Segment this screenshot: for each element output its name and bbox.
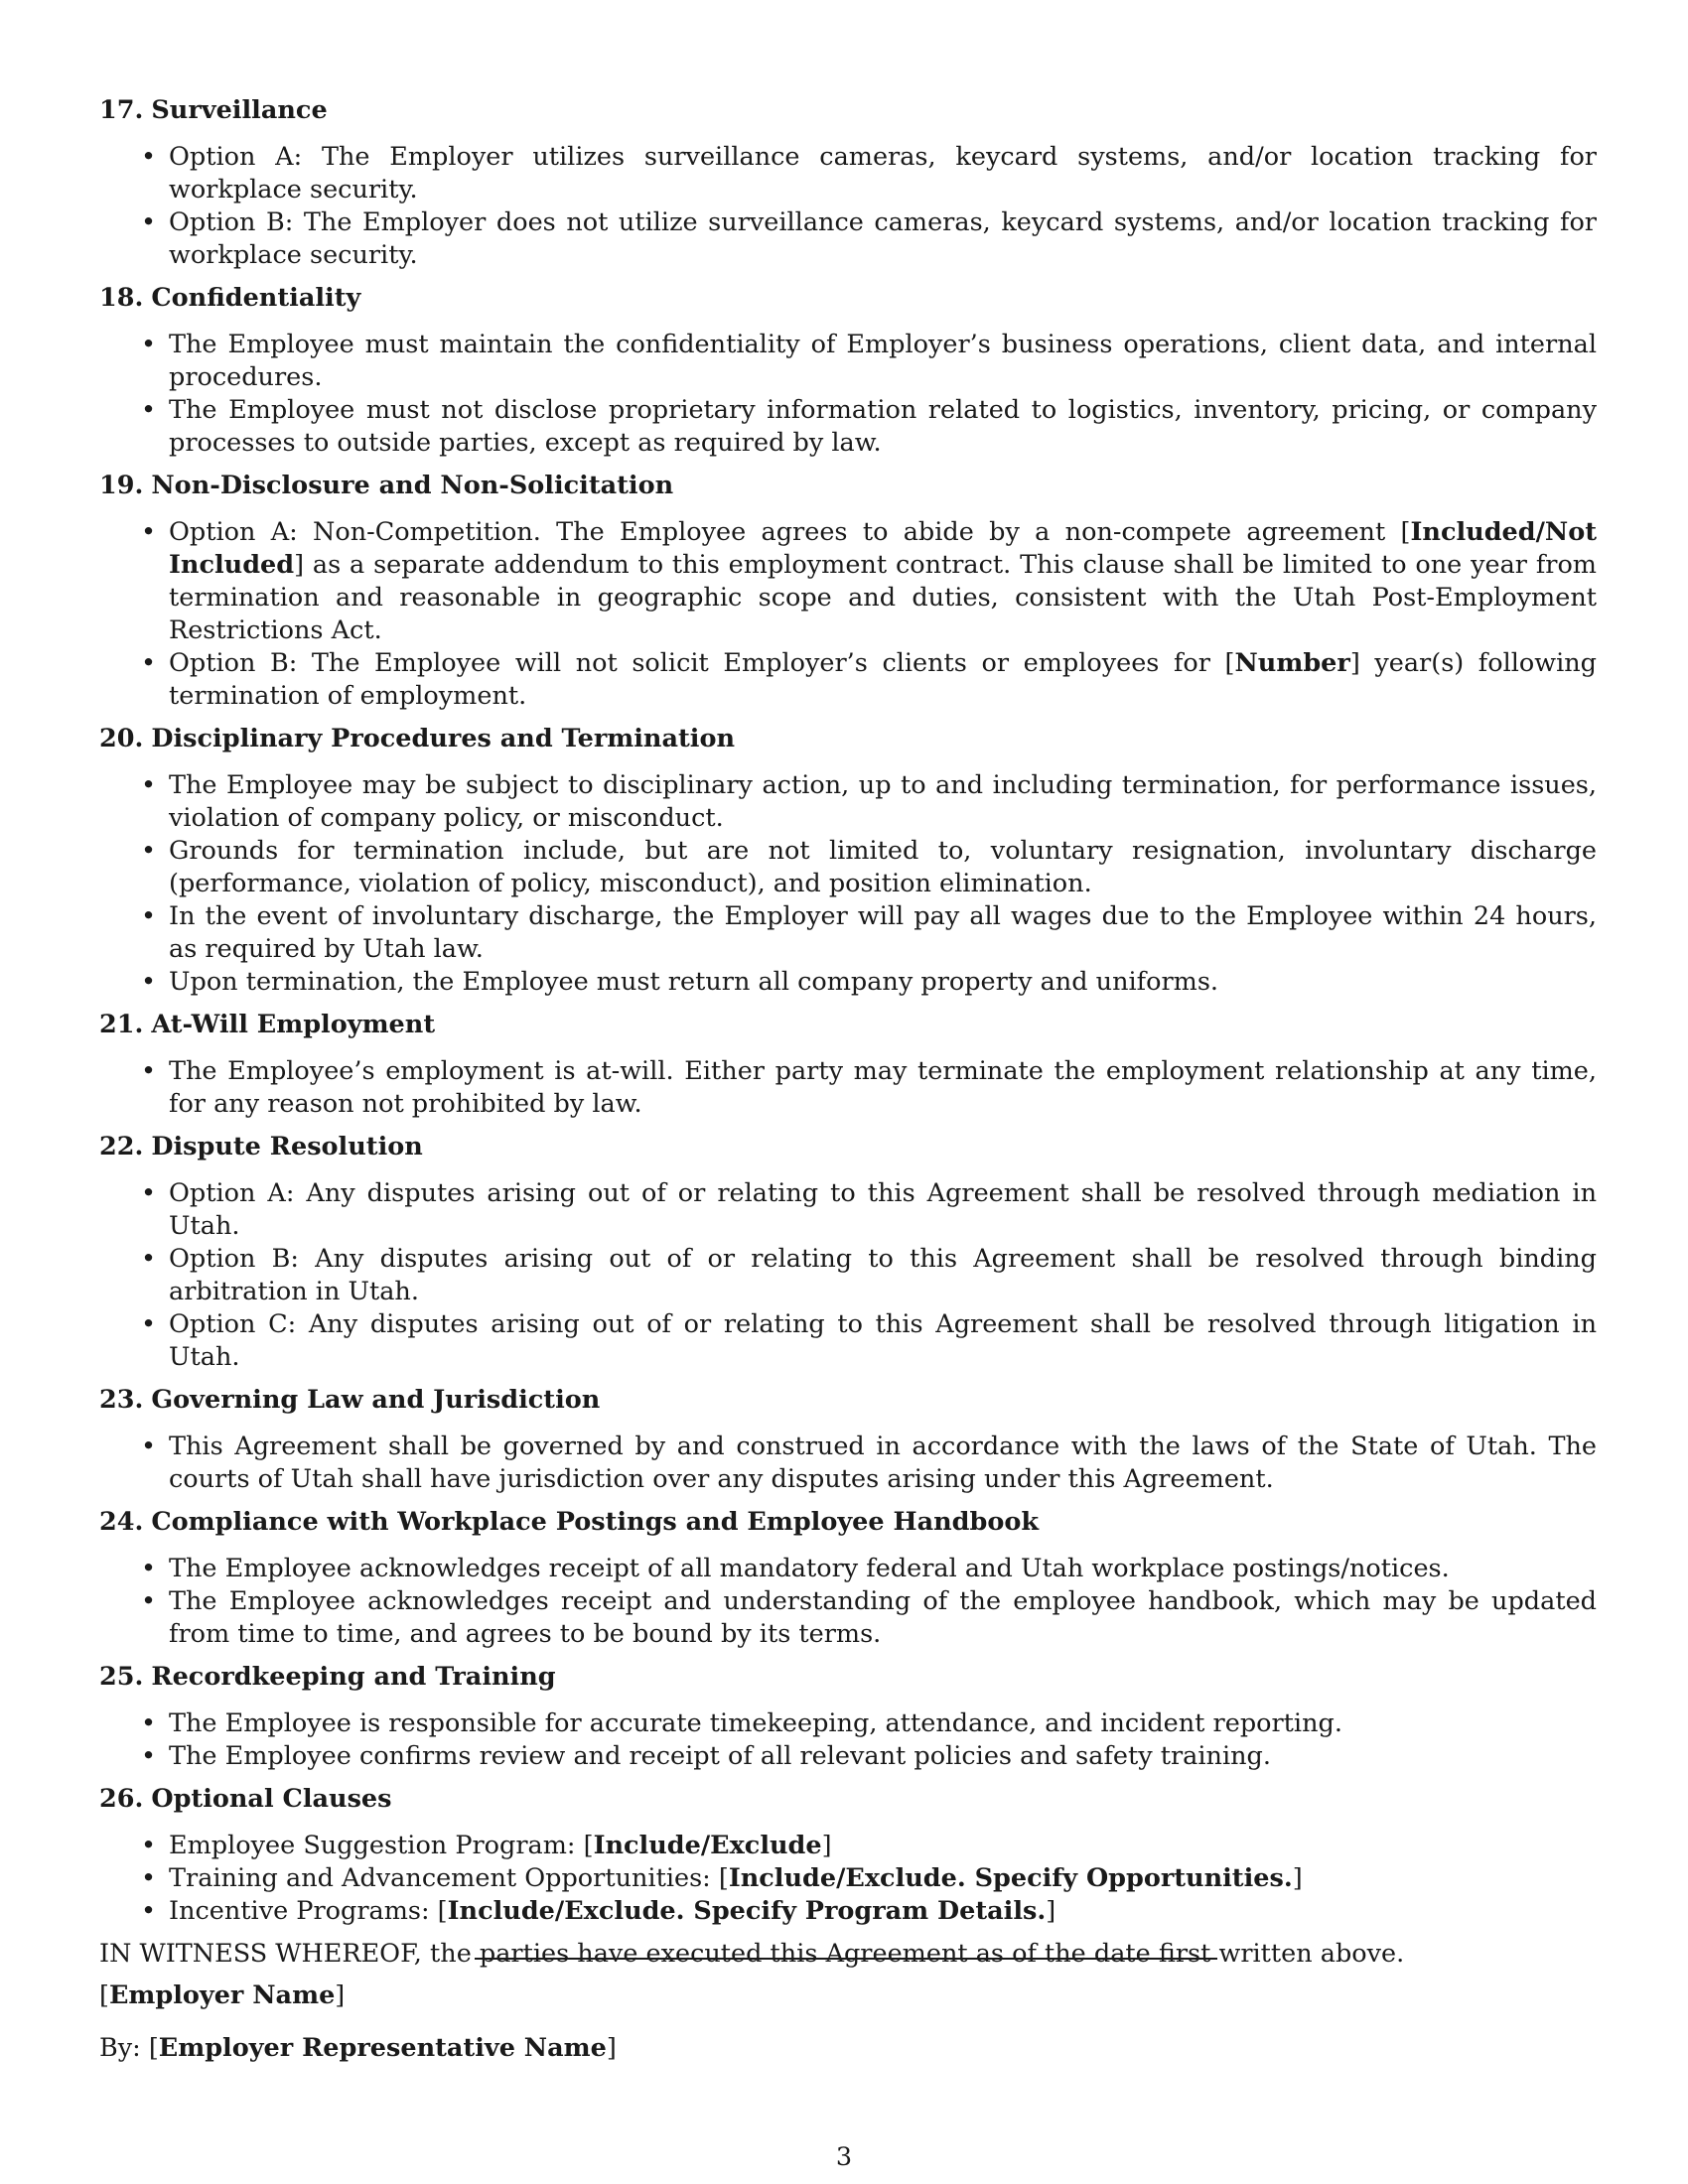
list-item <box>99 1707 1597 1740</box>
bullet-icon: • <box>141 1554 157 1583</box>
section-number: 21. <box>99 1010 144 1039</box>
section-heading <box>99 94 1597 127</box>
bullet-icon: • <box>141 1056 157 1086</box>
section <box>99 1131 1597 1374</box>
item-text: The Employee acknowledges receipt of all mandatory federal and Utah workplace postings/notices. <box>169 1554 1450 1583</box>
section-title: Recordkeeping and Training <box>151 1662 556 1692</box>
list-item <box>99 1830 1597 1862</box>
list-item <box>99 769 1597 835</box>
bullet-icon: • <box>141 142 157 172</box>
page-number: 3 <box>835 2142 853 2172</box>
bullet-icon: • <box>141 1863 157 1893</box>
list-item <box>99 835 1597 900</box>
bullet-icon: • <box>141 1708 157 1738</box>
section-title: Governing Law and Jurisdiction <box>151 1385 601 1415</box>
section-heading <box>99 723 1597 755</box>
list-item <box>99 1177 1597 1243</box>
item-text: The Employee confirms review and receipt of all relevant policies and safety training. <box>169 1741 1271 1771</box>
bullet-list <box>99 1431 1597 1496</box>
bullet-list <box>99 516 1597 713</box>
bullet-icon: • <box>141 648 157 678</box>
bullet-list <box>99 329 1597 460</box>
bullet-icon: • <box>141 207 157 237</box>
item-text: ] year(s) following termination of employment. <box>169 648 1597 711</box>
section <box>99 1384 1597 1496</box>
placeholder-text: Number <box>1234 648 1350 678</box>
item-text: Incentive Programs: [ <box>169 1896 448 1926</box>
section-title: Confidentiality <box>151 283 361 313</box>
bullet-list <box>99 1830 1597 1928</box>
section-heading <box>99 1506 1597 1539</box>
bullet-list <box>99 1707 1597 1773</box>
signature-line <box>475 1958 1217 1960</box>
section-title: Disciplinary Procedures and Termination <box>151 724 735 753</box>
item-text: The Employee must not disclose proprietary information related to logistics, inventory, pricing, or company processes to outside parties, except as required by law. <box>169 395 1597 458</box>
section-title: Non-Disclosure and Non-Solicitation <box>151 471 674 500</box>
list-item <box>99 516 1597 647</box>
bullet-icon: • <box>141 1432 157 1461</box>
witness-statement: IN WITNESS WHEREOF, the parties have executed this Agreement as of the date first written above. <box>99 1939 1405 1969</box>
placeholder-text: Include/Exclude. Specify Opportunities. <box>728 1863 1293 1893</box>
list-item <box>99 394 1597 460</box>
section <box>99 1783 1597 1928</box>
bullet-icon: • <box>141 1244 157 1274</box>
list-item <box>99 329 1597 394</box>
bullet-list <box>99 769 1597 999</box>
item-text: ] <box>1292 1863 1303 1893</box>
section <box>99 1506 1597 1651</box>
employer-name-open-bracket: [ <box>99 1980 109 2010</box>
section-heading <box>99 470 1597 502</box>
bullet-list <box>99 1055 1597 1121</box>
bullet-icon: • <box>141 330 157 359</box>
section-number: 20. <box>99 724 144 753</box>
bullet-icon: • <box>141 770 157 800</box>
item-text: Option B: Any disputes arising out of or relating to this Agreement shall be resolved through binding arbitration in Utah. <box>169 1244 1597 1306</box>
employer-name-line <box>99 1979 617 2012</box>
bullet-list <box>99 141 1597 272</box>
placeholder-text: Included/Not Included <box>169 517 1597 580</box>
section-heading <box>99 1661 1597 1694</box>
item-text: Grounds for termination include, but are not limited to, voluntary resignation, involuntary discharge (performance, violation of policy, misconduct), and position elimination. <box>169 836 1597 898</box>
list-item <box>99 141 1597 206</box>
list-item <box>99 1243 1597 1308</box>
section-title: Compliance with Workplace Postings and Employee Handbook <box>151 1507 1040 1537</box>
representative-line <box>99 2032 617 2065</box>
bullet-icon: • <box>141 1309 157 1339</box>
item-text: The Employee must maintain the confidentiality of Employer’s business operations, client data, and internal procedures. <box>169 330 1597 392</box>
section-number: 23. <box>99 1385 144 1415</box>
item-text: Option C: Any disputes arising out of or relating to this Agreement shall be resolved through litigation in Utah. <box>169 1309 1597 1372</box>
section-number: 19. <box>99 471 144 500</box>
section-title: Dispute Resolution <box>151 1132 423 1161</box>
bullet-icon: • <box>141 901 157 931</box>
bullet-icon: • <box>141 1741 157 1771</box>
bullet-icon: • <box>141 1178 157 1208</box>
placeholder-text: Include/Exclude. Specify Program Details. <box>447 1896 1047 1926</box>
document-body <box>99 94 1597 1971</box>
list-item <box>99 1431 1597 1496</box>
section-number: 26. <box>99 1784 144 1814</box>
item-text: The Employee acknowledges receipt and understanding of the employee handbook, which may be updated from time to time, and agrees to be bound by its terms. <box>169 1586 1597 1649</box>
list-item <box>99 1585 1597 1651</box>
bullet-icon: • <box>141 395 157 425</box>
section <box>99 1009 1597 1121</box>
section <box>99 282 1597 460</box>
item-text: The Employee’s employment is at-will. Either party may terminate the employment relationship at any time, for any reason not prohibited by law. <box>169 1056 1597 1119</box>
section-title: At-Will Employment <box>151 1010 436 1039</box>
section-number: 17. <box>99 95 144 125</box>
list-item <box>99 1740 1597 1773</box>
item-text: Option A: Any disputes arising out of or relating to this Agreement shall be resolved through mediation in Utah. <box>169 1178 1597 1241</box>
employer-name-close-bracket: ] <box>335 1980 346 2010</box>
bullet-icon: • <box>141 1896 157 1926</box>
employer-name-placeholder: Employer Name <box>108 1980 336 2010</box>
signature-block <box>99 1979 617 2085</box>
list-item <box>99 966 1597 999</box>
by-prefix: By: [ <box>99 2033 159 2063</box>
list-item <box>99 1862 1597 1895</box>
item-text: Employee Suggestion Program: [ <box>169 1831 594 1860</box>
placeholder-text: Include/Exclude <box>593 1831 822 1860</box>
section-heading <box>99 1131 1597 1163</box>
section-title: Surveillance <box>151 95 328 125</box>
item-text: Option B: The Employee will not solicit Employer’s clients or employees for [ <box>169 648 1235 678</box>
section-heading <box>99 1384 1597 1417</box>
item-text: This Agreement shall be governed by and construed in accordance with the laws of the State of Utah. The courts of Utah shall have jurisdiction over any disputes arising under this Agreement. <box>169 1432 1597 1494</box>
item-text: The Employee may be subject to disciplinary action, up to and including termination, for performance issues, violation of company policy, or misconduct. <box>169 770 1597 833</box>
section-heading <box>99 1783 1597 1816</box>
section-title: Optional Clauses <box>151 1784 392 1814</box>
list-item <box>99 647 1597 713</box>
list-item <box>99 206 1597 272</box>
section-number: 24. <box>99 1507 144 1537</box>
section-number: 22. <box>99 1132 144 1161</box>
section <box>99 470 1597 713</box>
representative-name-placeholder: Employer Representative Name <box>158 2033 607 2063</box>
item-text: Option A: The Employer utilizes surveillance cameras, keycard systems, and/or location tracking for workplace security. <box>169 142 1597 205</box>
item-text: ] <box>821 1831 832 1860</box>
bullet-list <box>99 1553 1597 1651</box>
list-item <box>99 900 1597 966</box>
list-item <box>99 1308 1597 1374</box>
bullet-icon: • <box>141 836 157 866</box>
bullet-icon: • <box>141 1586 157 1616</box>
bullet-list <box>99 1177 1597 1374</box>
item-text: Option A: Non-Competition. The Employee agrees to abide by a non-compete agreement [ <box>169 517 1411 547</box>
list-item <box>99 1895 1597 1928</box>
section <box>99 94 1597 272</box>
bullet-icon: • <box>141 517 157 547</box>
list-item <box>99 1055 1597 1121</box>
section-heading <box>99 1009 1597 1041</box>
representative-close-bracket: ] <box>606 2033 617 2063</box>
item-text: The Employee is responsible for accurate timekeeping, attendance, and incident reporting. <box>169 1708 1342 1738</box>
item-text: Upon termination, the Employee must return all company property and uniforms. <box>169 967 1219 997</box>
item-text: In the event of involuntary discharge, the Employer will pay all wages due to the Employee within 24 hours, as required by Utah law. <box>169 901 1597 964</box>
bullet-icon: • <box>141 967 157 997</box>
section-number: 25. <box>99 1662 144 1692</box>
item-text: ] <box>1046 1896 1056 1926</box>
section-heading <box>99 282 1597 315</box>
section-number: 18. <box>99 283 144 313</box>
item-text: Training and Advancement Opportunities: [ <box>169 1863 729 1893</box>
list-item <box>99 1553 1597 1585</box>
item-text: Option B: The Employer does not utilize surveillance cameras, keycard systems, and/or location tracking for workplace security. <box>169 207 1597 270</box>
section <box>99 1661 1597 1773</box>
item-text: ] as a separate addendum to this employment contract. This clause shall be limited to one year from termination and reasonable in geographic scope and duties, consistent with the Utah Post-Employment Restrictions Act. <box>169 550 1597 645</box>
section <box>99 723 1597 999</box>
bullet-icon: • <box>141 1831 157 1860</box>
